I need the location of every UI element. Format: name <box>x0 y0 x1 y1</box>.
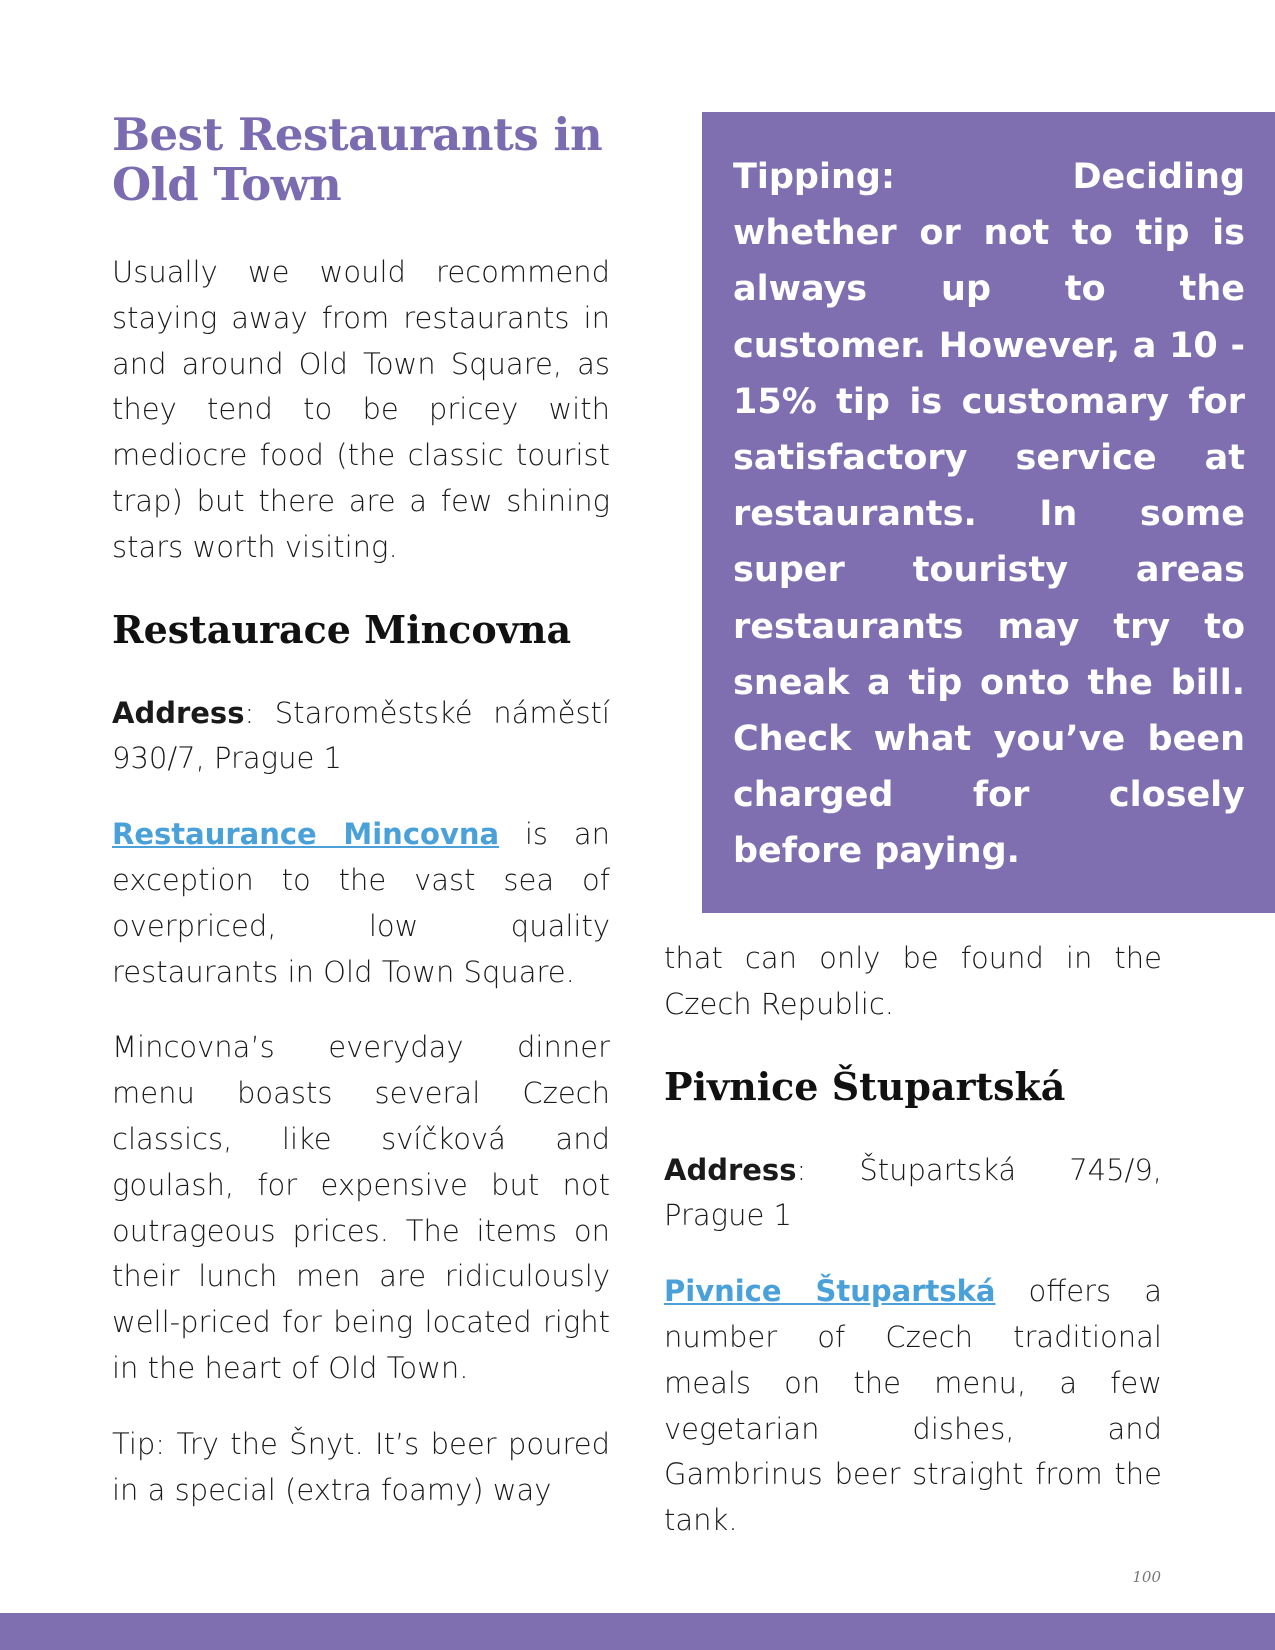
mincovna-tip-paragraph: Tip: Try the Šnyt. It’s beer poured in a special (extra foamy) way <box>112 1426 610 1507</box>
stupartska-link[interactable]: Pivnice Štupartská <box>664 1274 996 1309</box>
restaurant-mincovna-heading: Restaurace Mincovna <box>112 606 572 652</box>
address-value: : Štupartská 745/9, Prague 1 <box>664 1152 1162 1233</box>
mincovna-tip-continued: that can only be found in the Czech Republic. <box>664 941 1162 1021</box>
address-label: Address <box>664 1152 797 1187</box>
mincovna-menu-paragraph: Mincovna’s everyday dinner menu boasts several Czech classics, like svíčková and goulash, for expensive but not outrageous prices. The items on their lunch men are ridiculously well-priced for being located right in the heart of Old Town. <box>112 1030 610 1385</box>
right-column <box>664 936 1162 1574</box>
mincovna-link[interactable]: Restaurance Mincovna <box>112 817 500 852</box>
intro-paragraph: Usually we would recommend staying away from restaurants in and around Old Town Square, as they tend to be pricey with mediocre food (the classic tourist trap) but there are a few shining stars worth visiting. <box>112 255 610 564</box>
tipping-callout-box <box>702 112 1275 913</box>
left-column <box>112 110 610 1543</box>
tipping-callout-text: Tipping: Deciding whether or not to tip is always up to the customer. However, a 10 - 15% tip is customary for satisfactory service at restaurants. In some super touristy areas restaurants may try to sneak a tip onto the bill. Check what you’ve been charged for closely before paying. <box>733 157 1245 872</box>
mincovna-address <box>112 691 610 783</box>
stupartska-address <box>664 1148 1162 1240</box>
stupartska-description <box>664 1269 1162 1544</box>
page-title: Best Restaurants in Old Town <box>112 108 603 211</box>
footer-bar <box>0 1613 1275 1650</box>
mincovna-description-text: is an exception to the vast sea of overpriced, low quality restaurants in Old Town Square. <box>112 817 610 989</box>
stupartska-description-text: offers a number of Czech traditional meals on the menu, a few vegetarian dishes, and Gambrinus beer straight from the tank. <box>664 1274 1162 1538</box>
page-number: 100 <box>1132 1568 1161 1586</box>
address-label: Address <box>112 695 245 730</box>
restaurant-stupartska-heading: Pivnice Štupartská <box>664 1063 1066 1109</box>
mincovna-description <box>112 812 610 995</box>
address-value: : Staroměstské náměstí 930/7, Prague 1 <box>112 695 610 776</box>
